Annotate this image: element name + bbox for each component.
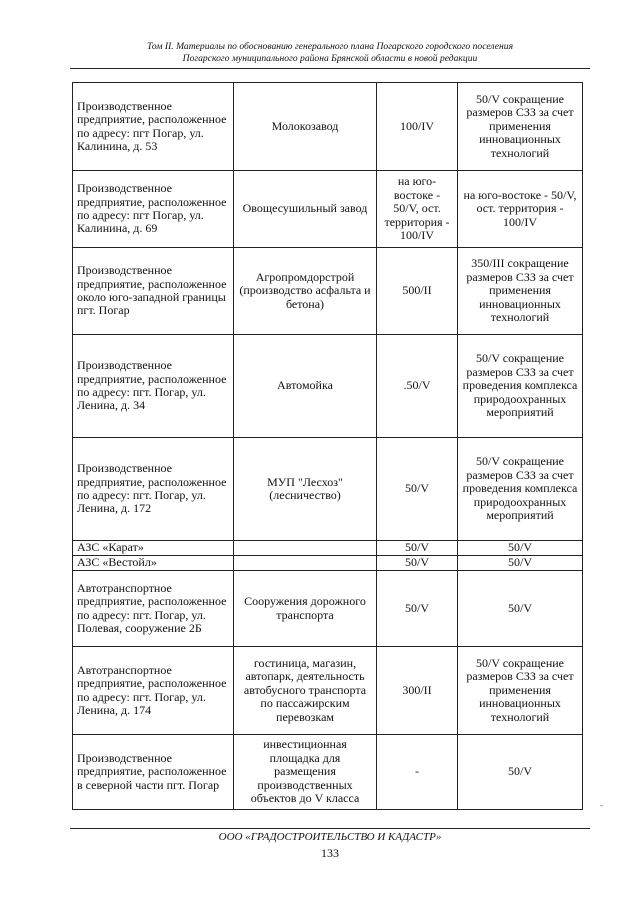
header-line-2: Погарского муниципального района Брянской области в новой редакции [182, 53, 478, 64]
enterprise-cell: АЗС «Карат» [73, 541, 234, 556]
enterprise-cell: Автотранспортное предприятие, расположенное по адресу: пгт. Погар, ул. Ленина, д. 174 [73, 647, 234, 735]
page-number: 133 [321, 846, 339, 860]
object-cell: Молокозавод [234, 83, 377, 171]
proposed-szz-cell: 50/V [458, 571, 583, 647]
enterprise-cell: Автотранспортное предприятие, расположенное по адресу: пгт. Погар, ул. Полевая, сооружение 2Б [73, 571, 234, 647]
normative-szz-cell: 50/V [377, 438, 458, 541]
normative-szz-cell: 50/V [377, 571, 458, 647]
table-row [73, 541, 583, 556]
normative-szz-cell: - [377, 735, 458, 810]
object-cell [234, 556, 377, 571]
header-divider [70, 68, 590, 69]
proposed-szz-cell: 50/V [458, 541, 583, 556]
normative-szz-cell: 500/II [377, 248, 458, 335]
object-cell: гостиница, магазин, автопарк, деятельность автобусного транспорта по пассажирским перевозкам [234, 647, 377, 735]
header-line-1: Том II. Материалы по обоснованию генерального плана Погарского городского поселения [146, 41, 514, 52]
proposed-szz-cell: 50/V сокращение размеров СЗЗ за счет применения инновационных технологий [458, 647, 583, 735]
object-cell: Овощесушильный завод [234, 171, 377, 248]
normative-szz-cell: .50/V [377, 335, 458, 438]
table-row [73, 171, 583, 248]
table-row [73, 735, 583, 810]
enterprise-cell: Производственное предприятие, расположенное по адресу: пгт. Погар, ул. Ленина, д. 172 [73, 438, 234, 541]
table-row [73, 248, 583, 335]
proposed-szz-cell: 350/III сокращение размеров СЗЗ за счет применения инновационных технологий [458, 248, 583, 335]
object-cell: МУП "Лесхоз" (лесничество) [234, 438, 377, 541]
table-row [73, 335, 583, 438]
table-row [73, 647, 583, 735]
footer-organization: ООО «ГРАДОСТРОИТЕЛЬСТВО И КАДАСТР» [218, 831, 442, 843]
sanitary-zones-table [72, 82, 583, 810]
proposed-szz-cell: 50/V сокращение размеров СЗЗ за счет применения инновационных технологий [458, 83, 583, 171]
normative-szz-cell: 50/V [377, 541, 458, 556]
margin-mark: - [600, 800, 603, 810]
page-header [70, 41, 590, 65]
normative-szz-cell: 300/II [377, 647, 458, 735]
proposed-szz-cell: на юго-востоке - 50/V, ост. территория - 100/IV [458, 171, 583, 248]
footer-divider [70, 828, 590, 829]
table-row [73, 83, 583, 171]
proposed-szz-cell: 50/V сокращение размеров СЗЗ за счет проведения комплекса природоохранных мероприятий [458, 438, 583, 541]
enterprise-cell: Производственное предприятие, расположенное около юго-западной границы пгт. Погар [73, 248, 234, 335]
normative-szz-cell: на юго-востоке - 50/V, ост. территория - 100/IV [377, 171, 458, 248]
normative-szz-cell: 50/V [377, 556, 458, 571]
object-cell [234, 541, 377, 556]
object-cell: Автомойка [234, 335, 377, 438]
enterprise-cell: Производственное предприятие, расположенное по адресу: пгт. Погар, ул. Ленина, д. 34 [73, 335, 234, 438]
proposed-szz-cell: 50/V сокращение размеров СЗЗ за счет проведения комплекса природоохранных мероприятий [458, 335, 583, 438]
object-cell: инвестиционная площадка для размещения производственных объектов до V класса [234, 735, 377, 810]
table-row [73, 571, 583, 647]
object-cell: Сооружения дорожного транспорта [234, 571, 377, 647]
enterprise-cell: АЗС «Вестойл» [73, 556, 234, 571]
proposed-szz-cell: 50/V [458, 735, 583, 810]
enterprise-cell: Производственное предприятие, расположенное по адресу: пгт Погар, ул. Калинина, д. 69 [73, 171, 234, 248]
normative-szz-cell: 100/IV [377, 83, 458, 171]
table-row [73, 556, 583, 571]
object-cell: Агропромдорстрой (производство асфальта и бетона) [234, 248, 377, 335]
enterprise-cell: Производственное предприятие, расположенное по адресу: пгт Погар, ул. Калинина, д. 53 [73, 83, 234, 171]
proposed-szz-cell: 50/V [458, 556, 583, 571]
table-row [73, 438, 583, 541]
enterprise-cell: Производственное предприятие, расположенное в северной части пгт. Погар [73, 735, 234, 810]
